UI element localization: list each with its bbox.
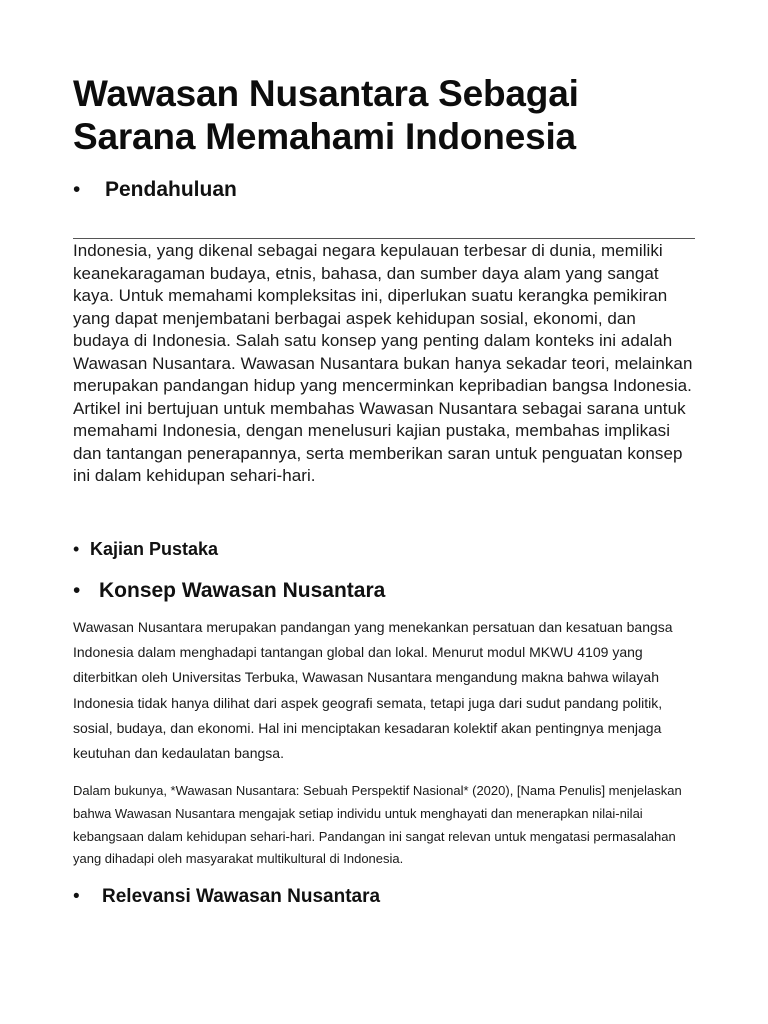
bullet-icon: • bbox=[73, 886, 80, 907]
bullet-icon: • bbox=[73, 178, 81, 201]
bullet-icon: • bbox=[73, 579, 81, 602]
section-heading-relevansi bbox=[73, 886, 380, 908]
section-title-relevansi: Relevansi Wawasan Nusantara bbox=[102, 886, 381, 907]
section-title-kajian: Kajian Pustaka bbox=[90, 539, 219, 559]
section-heading-kajian bbox=[73, 539, 218, 560]
section-heading-konsep bbox=[73, 579, 385, 603]
bullet-icon: • bbox=[73, 539, 80, 559]
document-title: Wawasan Nusantara Sebagai Sarana Memahami Indonesia bbox=[73, 73, 579, 157]
section-heading-pendahuluan bbox=[73, 178, 237, 202]
paragraph-intro: Indonesia, yang dikenal sebagai negara kepulauan terbesar di dunia, memiliki keanekaragaman budaya, etnis, bahasa, dan sumber daya alam yang sangat kaya. Untuk memahami kompleksitas ini, diperlukan suatu kerangka pemikiran yang dapat menjembatani berbagai aspek kehidupan sosial, ekonomi, dan budaya di Indonesia. Salah satu konsep yang penting dalam konteks ini adalah Wawasan Nusantara. Wawasan Nusantara bukan hanya sekadar teori, melainkan merupakan pandangan hidup yang mencerminkan kepribadian bangsa Indonesia. Artikel ini bertujuan untuk membahas Wawasan Nusantara sebagai sarana untuk memahami Indonesia, dengan menelusuri kajian pustaka, membahas implikasi dan tantangan penerapannya, serta memberikan saran untuk penguatan konsep ini dalam kehidupan sehari-hari. bbox=[73, 241, 693, 485]
paragraph-konsep: Wawasan Nusantara merupakan pandangan yang menekankan persatuan dan kesatuan bangsa Indonesia dalam menghadapi tantangan global dan lokal. Menurut modul MKWU 4109 yang diterbitkan oleh Universitas Terbuka, Wawasan Nusantara mengandung makna bahwa wilayah Indonesia tidak hanya dilihat dari aspek geografi semata, tetapi juga dari sudut pandang politik, sosial, budaya, dan ekonomi. Hal ini menciptakan kesadaran kolektif akan pentingnya menjaga keutuhan dan kedaulatan bangsa. bbox=[73, 619, 673, 762]
section-title-konsep: Konsep Wawasan Nusantara bbox=[99, 579, 386, 602]
section-title-pendahuluan: Pendahuluan bbox=[105, 178, 237, 201]
paragraph-bukunya: Dalam bukunya, *Wawasan Nusantara: Sebuah Perspektif Nasional* (2020), [Nama Penulis] menjelaskan bahwa Wawasan Nusantara mengajak setiap individu untuk menghayati dan menerapkan nilai-nilai kebangsaan dalam kehidupan sehari-hari. Pandangan ini sangat relevan untuk mengatasi permasalahan yang dihadapi oleh masyarakat multikultural di Indonesia. bbox=[73, 783, 682, 867]
horizontal-divider bbox=[73, 238, 695, 239]
